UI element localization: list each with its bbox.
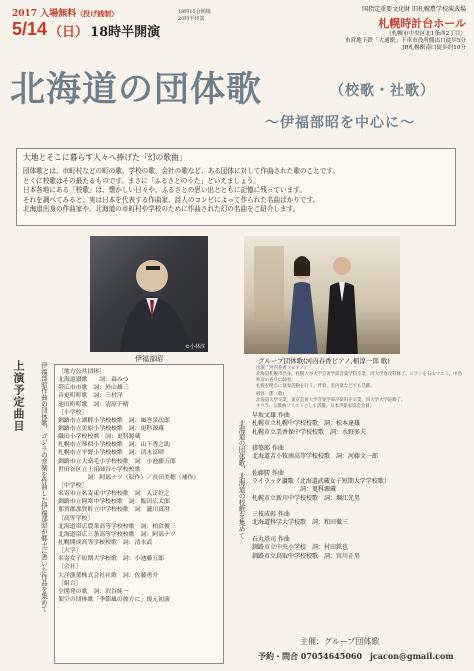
program-item: 釧路市立湖畔小学校校歌 詞：風巻景次郎 (58, 417, 170, 424)
program-item: 早坂文雄 作曲 (252, 412, 290, 419)
program-item: 佐藤勝 作曲 (252, 469, 284, 477)
program-item: 三枝成彰 作曲 (252, 511, 290, 519)
admission-text: 2017 入場無料 (12, 9, 77, 19)
program-item: 釧路市立鳥取中学校校歌 詞：宮川正男 (252, 552, 361, 560)
performers-bio (256, 366, 464, 410)
program-item: 那賀郡那賀町立中学校校歌 詞：瀧川真澄 (58, 507, 170, 514)
organizer: 主催：グループ団体歌 (300, 637, 380, 646)
performer-bio-1: 出演：河内春香（ピアノ） (256, 366, 309, 371)
program-item: ［中学校］ (58, 482, 88, 489)
program-note-left: 伊福部昭作曲の団体歌、ゴジラの音楽を作曲した伊福部昭が郷土に書いた作品を集めて (40, 362, 48, 612)
venue-org: 国指定重要文化財 旧札幌農学校演武場 (362, 6, 466, 13)
program-item: ［組合］ (58, 580, 82, 587)
event-weekday: （日） (49, 25, 89, 40)
venue-address: （札幌市中央区北1条西2丁目） (386, 30, 466, 37)
program-item: 釧路市立中央小学校 詞：村田鉄也 (252, 544, 349, 552)
program-item: ［大学］ (58, 548, 82, 555)
venue-name: 札幌時計台ホール (378, 16, 466, 30)
program-list-right (252, 412, 464, 612)
performer-bio-2: 北海道札幌市出身。札幌大谷大学芸術学部音楽学科卒業。同大学専攻科修了。ピアノを石山マユミ、中島和彦の各氏に師事。 (256, 371, 462, 383)
program-item: 石丸基司 作曲 (252, 535, 290, 543)
venue-access-1: 市営地下鉄「大通駅」下車市役所側出口徒歩5分 (344, 38, 466, 45)
subtitle: （校歌・社歌） (330, 83, 435, 99)
program-item: 北海道帯広三条高等学校校歌 詞：阿部ナツ (58, 531, 176, 538)
program-item: 全開発の歌 詞：沢谷純一 (58, 588, 129, 595)
venue-block (276, 6, 466, 53)
program-item: 札幌市立新川中学校校歌 詞：堀江光男 (252, 494, 361, 502)
admission-note: （投げ銭制） (76, 9, 119, 18)
performer-bio-5: 北海道大学卒業。東京芸術大学音楽学部声楽科を卒業、同大学大学院修了。 (256, 397, 406, 403)
performer-bio-4: 椙淳一郎（歌） (256, 391, 287, 397)
composer-photo (90, 236, 208, 352)
program-list-left (54, 364, 224, 664)
intro-line-2: とくに校歌はその最たるものです。まさに「ふるさとのうた」といえましょう。 (23, 176, 260, 185)
program-item: 世田谷区立上祖師谷小学校校歌 (58, 466, 141, 473)
performers-caption: グループ団体歌(河内春香ピアノ,椙淳一郎 歌) (258, 357, 390, 365)
open-time: 18時15分開場 (178, 9, 211, 15)
program-item: 池田町町歌 詞：清原千晴 (58, 401, 129, 408)
program-item: ［小学校］ (58, 409, 88, 416)
program-item: 札幌市立平野小学校校歌 詞：清水冨晴 (58, 450, 165, 457)
reservation-contact: 予約・問合 07054645060 jcacon@gmail.com (258, 651, 454, 661)
program-item: 札幌市立札幌中学校校歌 詞：松本達雄 (252, 420, 361, 428)
performers-photo (244, 236, 400, 354)
program-item: 北海道帯広農業高等学校校歌 詞：柏倉俊三 (58, 523, 176, 530)
program-item: 架空の団体歌「季節風の彼方に」復元初演 (58, 596, 170, 603)
program-item: 大洋漁業株式会社社歌 詞：佐藤勇介 (58, 572, 159, 579)
performer-bio-6: オペラ、宗教曲ソリストとして活躍。日本声楽家協会会員。 (256, 403, 375, 409)
program-item (252, 528, 464, 536)
program-item (252, 503, 464, 511)
intro-line-5: 北海道出身の作曲家や、北海道の市町村や学校のために作曲された幻の名曲をご紹介します。 (23, 205, 300, 214)
intro-line-3: 日本各地にある「校歌」は、懐かしい日々や、ふるさとの思い出とともに記憶に残っています。 (23, 186, 306, 195)
program-item: 音更町町歌 詞：三村洋 (58, 393, 123, 400)
program-item: 名寄女子短期大学校歌 詞：小池藤五郎 (58, 556, 165, 563)
program-item: 北海道苫小牧南高等学校校歌 詞：河藤文一郎 (252, 453, 379, 461)
program-item: 釧路市立阿寒中学校校歌 詞：飯田広太郎 (58, 499, 170, 506)
composer-caption: 伊福部昭 (135, 355, 163, 363)
intro-box (16, 148, 456, 226)
program-item: 札幌開成高等学校校歌 詞：清水武 (58, 539, 153, 546)
end-time: 20時半終演 (178, 15, 205, 22)
program-item: ［地方公共団体］ (58, 369, 106, 375)
intro-line-1: 団体歌とは、市町村などの町の歌、学校の歌、会社の歌など、ある団体に対して作曲された歌のことです。 (23, 167, 339, 175)
event-start-time: 18時半開演 (90, 25, 161, 40)
program-item: 北海道讃歌 詞：森みつ (58, 377, 129, 384)
program-item: 詞：阿部ナツ（原作）／長田美穂（補作） (58, 474, 200, 481)
performer-bio-3: 札幌を拠点に演奏活動を行う。伴奏、室内楽などでも活躍。 (256, 383, 375, 389)
program-item (252, 462, 464, 470)
event-date: 5/14 (12, 19, 48, 39)
program-item: ［高等学校］ (58, 515, 94, 522)
program-item: 名寄市立名寄東中学校校歌 詞：入江好之 (58, 491, 170, 498)
program-item: 織田小学校校歌 詞：更科源蔵 (58, 434, 141, 441)
venue-access-2: JR札幌駅南口徒歩約10分 (402, 45, 466, 52)
program-note-right: 北海道の団体歌、北海道の校歌を集めて (237, 420, 245, 539)
program-item: 札幌市立美香保中学校校歌 詞：水野多夫 (252, 428, 367, 436)
performers-silhouette-icon (244, 236, 400, 354)
program-item: 釧路市立大楽毛小学校校歌 詞：小池藤五郎 (58, 458, 176, 465)
program-item: 札幌市立琴似小学校校歌 詞：山下秀之助 (58, 442, 170, 449)
program-item: ライラック讃歌（北海道武蔵女子短期大学学校歌） (252, 478, 390, 486)
event-times (178, 9, 211, 22)
program-heading: 上演予定曲目 (12, 360, 25, 432)
intro-line-4: それを調べてみると、実は日本を代表する作曲家、詩人のコンビによって作られた名曲ばかりです。 (23, 195, 320, 204)
program-item: 釧路市立美原小学校校歌 詞：更科源蔵 (58, 425, 165, 432)
program-item: 猪築郎 作曲 (252, 445, 284, 453)
intro-lead: 大地とそこに暮らす人々へ捧げた「幻の歌曲」 (23, 153, 187, 162)
program-item: ［会社］ (58, 564, 82, 571)
photo-credit: ©小林淳 (184, 343, 205, 350)
program-item (252, 437, 464, 445)
main-title: 北海道の団体歌 (10, 69, 263, 110)
program-item: 北海道科学大学校歌 詞：和田徹三 (252, 519, 349, 527)
program-item: 詞：更科源蔵 (252, 486, 337, 494)
tagline: 〜伊福部昭を中心に〜 (265, 115, 415, 131)
composer-silhouette-icon (90, 236, 208, 352)
program-item: 帯広市市歌 詞：外山雄三 (58, 385, 129, 392)
